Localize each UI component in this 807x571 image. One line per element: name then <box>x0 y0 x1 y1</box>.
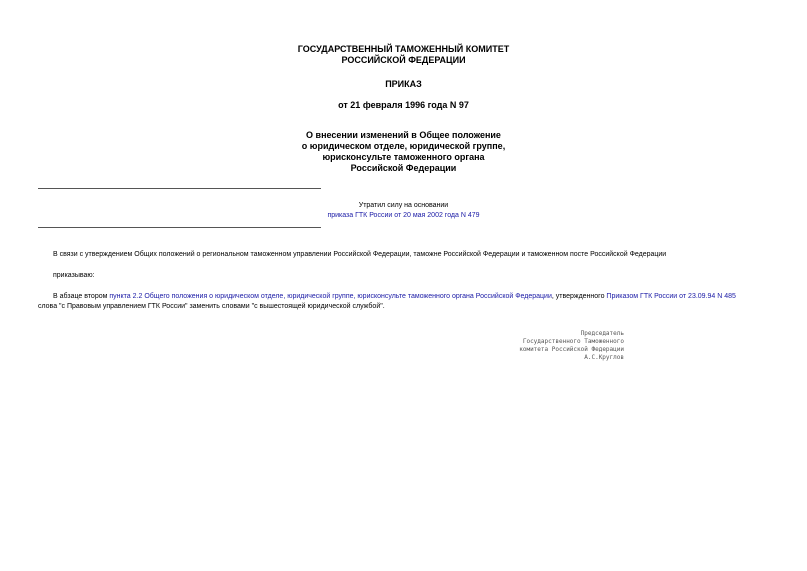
document-date: от 21 февраля 1996 года N 97 <box>338 100 469 110</box>
paragraph-preamble: В связи с утверждением Общих положений о региональном таможенном управлении Российской Федерации, таможне Российской Федерации и таможенном посте Российской Федерации <box>53 251 667 258</box>
signature-line3: комитета Российской Федерации <box>519 346 624 353</box>
regulation-clause-link[interactable]: пункта 2.2 Общего положения о юридическом отделе, юридической группе, юрисконсульте таможенного органа Российской Федерации <box>109 293 552 300</box>
divider-top <box>38 188 321 189</box>
signature-line2: Государственного Таможенного <box>522 338 624 345</box>
gtk-order-link[interactable]: Приказом ГТК России от 23.09.94 N 485 <box>606 293 736 300</box>
divider-bottom <box>38 227 321 228</box>
org-name-line1: ГОСУДАРСТВЕННЫЙ ТАМОЖЕННЫЙ КОМИТЕТ <box>297 44 510 54</box>
amendment-middle: , утвержденного <box>551 293 607 300</box>
paragraph-order-word: приказываю: <box>53 272 95 279</box>
paragraph-amendment <box>53 292 736 302</box>
org-name-line2: РОССИЙСКОЙ ФЕДЕРАЦИИ <box>341 55 466 65</box>
title-line2: о юридическом отделе, юридической группе, <box>301 141 506 151</box>
signature-name: А.С.Круглов <box>584 354 624 361</box>
paragraph-amendment-line2: слова "с Правовым управлением ГТК России" заменить словами "с вышестоящей юридической службой". <box>38 303 385 310</box>
title-line4: Российской Федерации <box>350 163 457 173</box>
repeal-order-link[interactable]: приказа ГТК России от 20 мая 2002 года N 479 <box>327 212 480 219</box>
signature-line1: Председатель <box>580 330 624 337</box>
title-line3: юрисконсульте таможенного органа <box>322 152 485 162</box>
status-note: Утратил силу на основании <box>358 202 449 209</box>
title-line1: О внесении изменений в Общее положение <box>306 130 501 140</box>
status-link-wrap <box>0 211 807 221</box>
document-type: ПРИКАЗ <box>385 79 422 89</box>
amendment-prefix: В абзаце втором <box>53 293 110 300</box>
